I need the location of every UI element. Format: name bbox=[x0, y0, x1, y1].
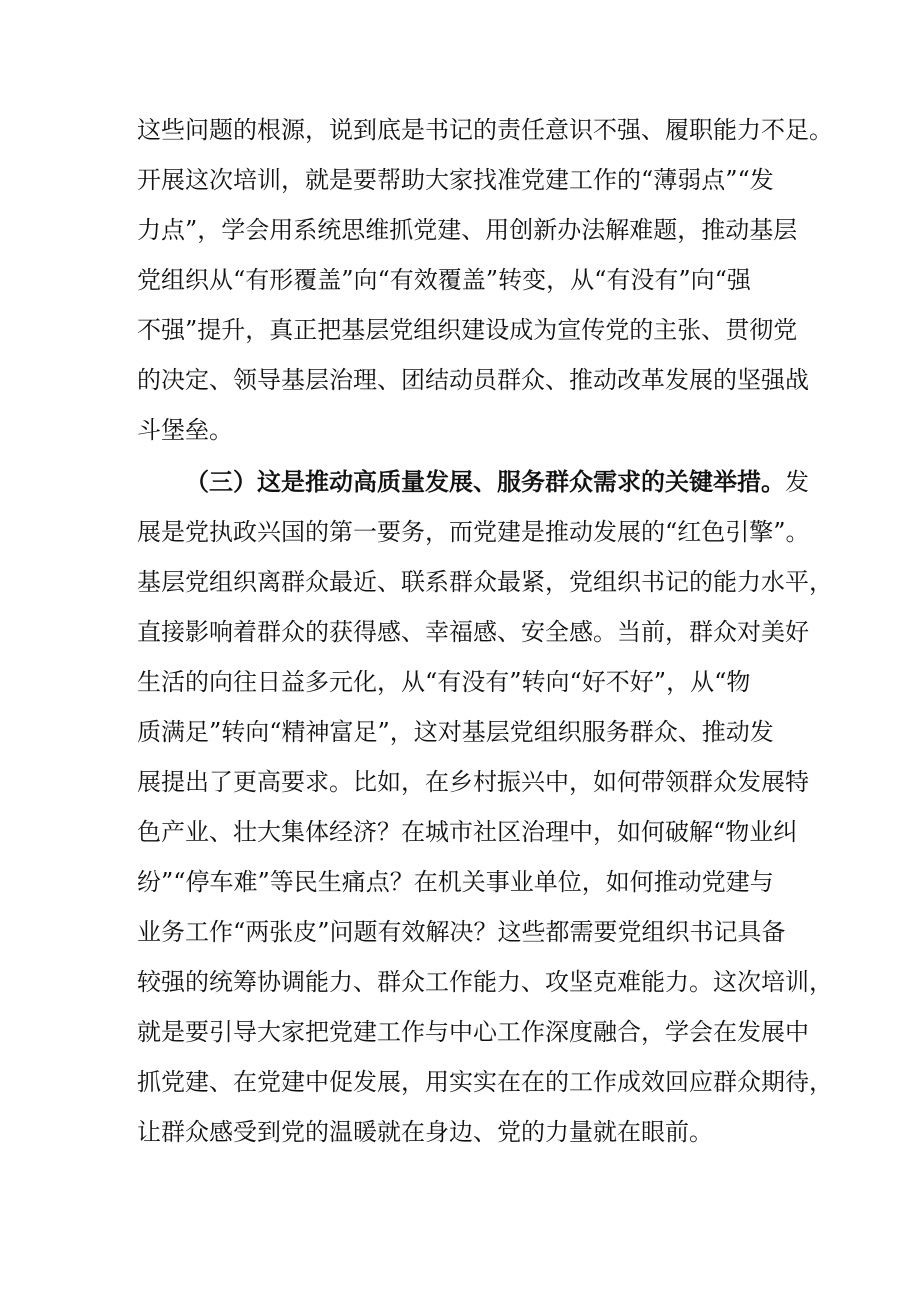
paragraph2-line: 直接影响着群众的获得感、幸福感、安全感。当前，群众对美好 bbox=[137, 618, 809, 646]
paragraph2-line: 纷”“停车难”等民生痛点？在机关事业单位，如何推动党建与 bbox=[137, 868, 774, 896]
paragraph1-line: 的决定、领导基层治理、团结动员群众、推动改革发展的坚强战 bbox=[137, 366, 809, 394]
paragraph1-line: 不强”提升，真正把基层党组织建设成为宣传党的主张、贯彻党 bbox=[137, 316, 798, 344]
paragraph2-line: 生活的向往日益多元化，从“有没有”转向“好不好”，从“物 bbox=[137, 668, 751, 696]
paragraph1-line: 力点”，学会用系统思维抓党建、用创新办法解难题，推动基层 bbox=[137, 216, 798, 244]
paragraph2-line: 基层党组织离群众最近、联系群众最紧，党组织书记的能力水平， bbox=[137, 568, 833, 596]
paragraph2-line: 较强的统筹协调能力、群众工作能力、攻坚克难能力。这次培训， bbox=[137, 968, 833, 996]
paragraph1-line: 斗堡垒。 bbox=[137, 416, 233, 444]
section-heading: （三）这是推动高质量发展、服务群众需求的关键举措。 bbox=[185, 468, 785, 496]
paragraph1-line: 这些问题的根源，说到底是书记的责任意识不强、履职能力不足。 bbox=[137, 116, 833, 144]
paragraph2-line: 业务工作“两张皮”问题有效解决？这些都需要党组织书记具备 bbox=[137, 918, 786, 946]
paragraph2-line: 质满足”转向“精神富足”，这对基层党组织服务群众、推动发 bbox=[137, 718, 774, 746]
paragraph2-line: 让群众感受到党的温暖就在身边、党的力量就在眼前。 bbox=[137, 1118, 713, 1146]
paragraph2-first-line bbox=[185, 467, 809, 497]
paragraph2-line: 就是要引导大家把党建工作与中心工作深度融合，学会在发展中 bbox=[137, 1018, 809, 1046]
paragraph1-line: 开展这次培训，就是要帮助大家找准党建工作的“薄弱点”“发 bbox=[137, 166, 774, 194]
paragraph2-line: 色产业、壮大集体经济？在城市社区治理中，如何破解“物业纠 bbox=[137, 818, 798, 846]
heading-continuation: 发 bbox=[785, 468, 809, 496]
paragraph1-line: 党组织从“有形覆盖”向“有效覆盖”转变，从“有没有”向“强 bbox=[137, 266, 751, 294]
paragraph2-line: 展是党执政兴国的第一要务，而党建是推动发展的“红色引擎”。 bbox=[137, 518, 810, 546]
paragraph2-line: 展提出了更高要求。比如，在乡村振兴中，如何带领群众发展特 bbox=[137, 768, 809, 796]
paragraph2-line: 抓党建、在党建中促发展，用实实在在的工作成效回应群众期待， bbox=[137, 1068, 833, 1096]
